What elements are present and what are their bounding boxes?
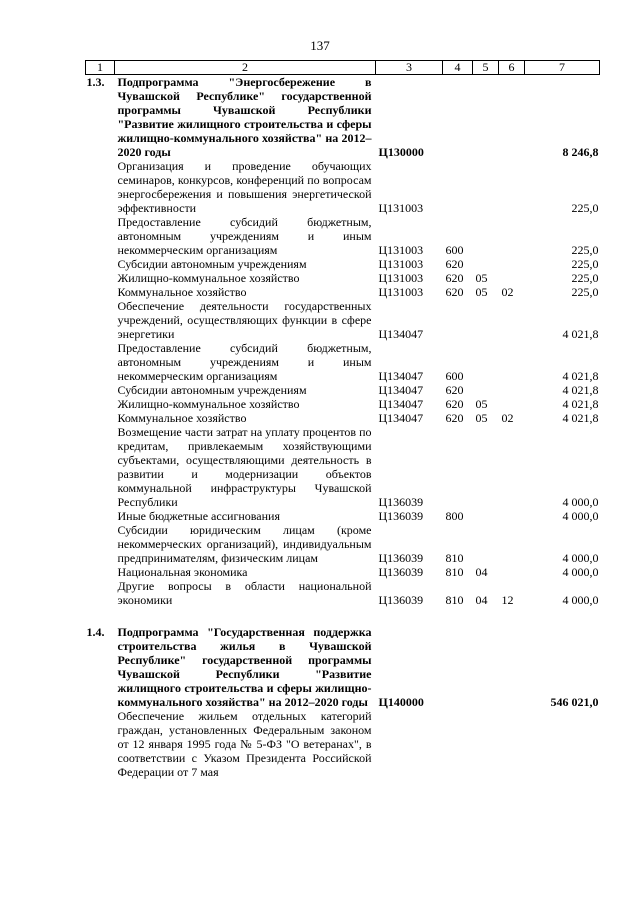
row-expense-type: 620 [445,397,464,411]
row-section [473,75,499,160]
table-row [86,425,600,509]
row-number: 1.3. [86,75,105,89]
row-target-code [376,709,443,779]
row-expense-type [443,625,473,709]
row-section: 04 [475,593,488,607]
row-section [473,425,499,509]
row-number [86,411,115,425]
table-row [86,299,600,341]
row-amount: 8 246,8 [562,145,599,159]
row-subsection: 12 [501,593,514,607]
row-subsection [499,509,525,523]
row-expense-type: 810 [445,593,464,607]
row-expense-type [443,75,473,160]
row-expense-type [443,159,473,215]
table-body [86,75,600,780]
table-row [86,383,600,397]
row-expense-type: 620 [445,411,464,425]
header-col-6: 6 [499,61,525,75]
row-target-code: Ц136039 [378,593,424,607]
row-number [86,709,115,779]
row-number [86,565,115,579]
row-target-code: Ц134047 [378,383,424,397]
row-section [473,509,499,523]
row-name: Другие вопросы в области национальной экономики [117,579,372,607]
row-name: Жилищно-коммунальное хозяйство [117,271,300,285]
row-target-code: Ц131003 [378,243,424,257]
row-number: 1.4. [86,625,105,639]
row-subsection [499,257,525,271]
row-number [86,299,115,341]
table-row [86,709,600,779]
table-row [86,75,600,160]
row-section [473,523,499,565]
row-number [86,509,115,523]
row-name: Организация и проведение обучающих семинаров, конкурсов, конференций по вопросам энергосбережения и повышения энергетической эффективности [117,159,372,215]
row-target-code: Ц134047 [378,411,424,425]
row-name: Предоставление субсидий бюджетным, автономным учреждениям и иным некоммерческим организациям [117,341,372,383]
row-amount: 4 000,0 [562,551,599,565]
header-col-4: 4 [443,61,473,75]
row-section [473,257,499,271]
row-expense-type [443,425,473,509]
row-target-code: Ц130000 [378,145,424,159]
row-target-code: Ц134047 [378,327,424,341]
row-subsection [499,299,525,341]
row-number [86,425,115,509]
row-number [86,159,115,215]
row-amount: 4 021,8 [562,369,599,383]
row-expense-type [443,709,473,779]
row-name: Обеспечение деятельности государственных учреждений, осуществляющих функции в сфере энергетики [117,299,372,341]
row-section [473,299,499,341]
row-amount: 546 021,0 [550,695,599,709]
row-expense-type: 800 [445,509,464,523]
table-row [86,509,600,523]
row-name: Иные бюджетные ассигнования [117,509,280,523]
table-row [86,523,600,565]
row-amount: 225,0 [571,243,599,257]
row-target-code: Ц136039 [378,565,424,579]
row-subsection [499,215,525,257]
row-target-code: Ц131003 [378,257,424,271]
row-target-code: Ц136039 [378,495,424,509]
row-amount: 225,0 [571,257,599,271]
row-target-code: Ц140000 [378,695,424,709]
table-row [86,271,600,285]
row-amount: 4 021,8 [562,327,599,341]
row-name: Субсидии юридическим лицам (кроме некоммерческих организаций), индивидуальным предпринимателям, физическим лицам [117,523,372,565]
row-name: Коммунальное хозяйство [117,285,247,299]
row-subsection [499,159,525,215]
row-target-code: Ц134047 [378,397,424,411]
row-target-code: Ц131003 [378,201,424,215]
row-subsection [499,271,525,285]
row-target-code: Ц131003 [378,285,424,299]
row-subsection [499,709,525,779]
row-subsection [499,397,525,411]
row-section: 05 [475,285,488,299]
row-amount: 225,0 [571,201,599,215]
row-expense-type: 620 [445,285,464,299]
row-target-code: Ц134047 [378,369,424,383]
row-amount: 4 000,0 [562,565,599,579]
row-section [473,159,499,215]
row-number [86,397,115,411]
header-col-7: 7 [525,61,600,75]
row-number [86,383,115,397]
row-number [86,523,115,565]
row-amount: 4 000,0 [562,495,599,509]
row-expense-type: 620 [445,257,464,271]
header-col-5: 5 [473,61,499,75]
row-section [473,625,499,709]
row-subsection [499,341,525,383]
row-number [86,271,115,285]
row-name: Подпрограмма "Государственная поддержка строительства жилья в Чувашской Республике" государственной программы Чувашской Республики "Развитие жилищного строительства и сферы жилищно-коммунального хозяйства" на 2012–2020 годы [117,625,372,709]
row-number [86,215,115,257]
row-target-code: Ц131003 [378,271,424,285]
row-name: Обеспечение жильем отдельных категорий граждан, установленных Федеральным законом от 12 января 1995 года № 5-ФЗ "О ветеранах", в соответствии с Указом Президента Российской Федерации от 7 мая [117,709,372,779]
budget-table [85,60,600,779]
row-amount: 4 021,8 [562,411,599,425]
row-section: 04 [475,565,488,579]
row-name: Жилищно-коммунальное хозяйство [117,397,300,411]
row-section [473,383,499,397]
row-subsection [499,625,525,709]
row-number [86,257,115,271]
row-subsection [499,75,525,160]
table-header-row [86,61,600,75]
spacer-cell [86,607,600,625]
row-name: Возмещение части затрат на уплату процентов по кредитам, привлекаемым хозяйствующими субъектами, осуществляющими деятельность в развитии и модернизации объектов коммунальной инфраструктуры Чувашской Республики [117,425,372,509]
table-row [86,565,600,579]
row-expense-type: 620 [445,383,464,397]
row-name: Субсидии автономным учреждениям [117,383,307,397]
row-expense-type: 600 [445,369,464,383]
row-name: Подпрограмма "Энергосбережение в Чувашской Республике" государственной программы Чувашской Республики "Развитие жилищного строительства и сферы жилищно-коммунального хозяйства" на 2012–2020 годы [117,75,372,159]
row-amount: 4 021,8 [562,383,599,397]
header-col-1: 1 [86,61,115,75]
table-row [86,159,600,215]
row-subsection: 02 [501,285,514,299]
header-col-3: 3 [376,61,443,75]
table-row [86,215,600,257]
row-section: 05 [475,397,488,411]
row-subsection [499,565,525,579]
row-expense-type [443,299,473,341]
row-expense-type: 810 [445,551,464,565]
row-name: Субсидии автономным учреждениям [117,257,307,271]
row-number [86,285,115,299]
table-row [86,257,600,271]
row-section [473,709,499,779]
page-number: 137 [310,38,330,53]
row-target-code: Ц136039 [378,551,424,565]
table-row [86,411,600,425]
row-subsection [499,523,525,565]
row-subsection [499,383,525,397]
row-subsection [499,425,525,509]
row-name: Национальная экономика [117,565,248,579]
row-section: 05 [475,271,488,285]
row-amount: 4 021,8 [562,397,599,411]
row-expense-type: 600 [445,243,464,257]
row-amount: 4 000,0 [562,593,599,607]
table-spacer-row [86,607,600,625]
header-col-2: 2 [115,61,376,75]
row-section [473,215,499,257]
row-section: 05 [475,411,488,425]
row-amount [525,709,600,779]
row-amount: 4 000,0 [562,509,599,523]
table-row [86,341,600,383]
row-subsection: 02 [501,411,514,425]
table-row [86,579,600,607]
row-name: Коммунальное хозяйство [117,411,247,425]
row-target-code: Ц136039 [378,509,424,523]
row-number [86,341,115,383]
table-row [86,285,600,299]
row-amount: 225,0 [571,285,599,299]
row-amount: 225,0 [571,271,599,285]
row-number [86,579,115,607]
table-row [86,625,600,709]
row-expense-type: 810 [445,565,464,579]
row-expense-type: 620 [445,271,464,285]
row-section [473,341,499,383]
row-name: Предоставление субсидий бюджетным, автономным учреждениям и иным некоммерческим организациям [117,215,372,257]
table-row [86,397,600,411]
